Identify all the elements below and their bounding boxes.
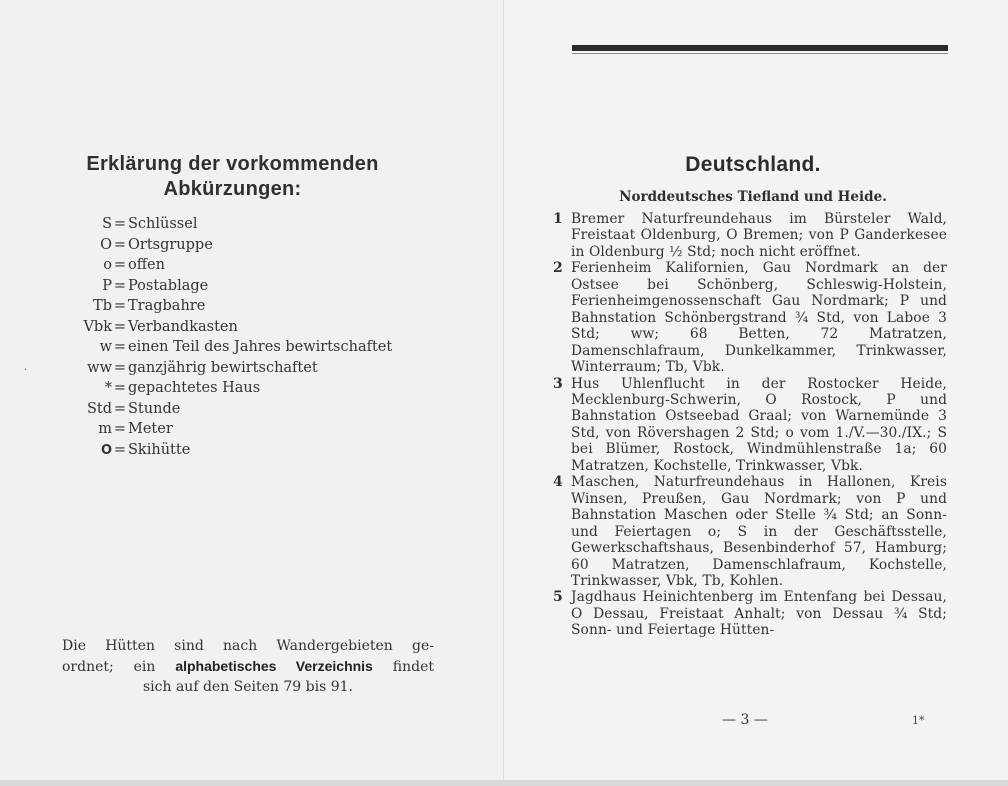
hut-entry [553,474,947,589]
hut-entry [553,260,947,375]
abbreviation-value: Postablage [128,277,209,294]
abbreviation-row [40,255,392,276]
equals-sign: = [113,257,127,273]
abbreviation-value: offen [128,257,165,273]
abbreviations-title [60,152,405,202]
abbreviation-row [40,337,392,358]
entry-text: Maschen, Naturfreundehaus in Hallonen, Kreis Winsen, Preußen, Gau Nordmark; von P und Bahnstation Maschen oder Stelle ¾ Std; an Sonn- und Feiertagen o; S in der Geschäftsstelle, Gewerkschaftshaus, Besenbinderhof 57, Hamburg; 60 Matratzen, Damenschlafraum, Kochstelle, Trinkwasser, Vbk, Tb, Kohlen. [571,474,947,589]
equals-sign: = [113,400,127,417]
hut-entry [553,589,947,638]
abbreviation-key: Vbk [83,318,112,335]
abbreviation-key: * [104,380,112,396]
hut-entry [553,376,947,475]
abbreviation-key: w [99,339,112,355]
abbreviation-key: Tb [93,298,112,314]
abbreviation-value: Ortsgruppe [128,236,213,253]
entry-number: 1 [553,211,563,227]
equals-sign: = [113,298,127,314]
entry-text: Bremer Naturfreundehaus im Bürsteler Wald, Freistaat Oldenburg, O Bremen; von P Ganderkesee in Oldenburg ½ Std; noch nicht eröffnet. [571,211,947,260]
entry-number: 3 [553,375,563,392]
equals-sign: = [113,421,127,437]
abbreviation-key: ww [87,359,112,376]
abbreviation-key: o [103,257,112,273]
abbreviation-row [40,214,392,235]
abbreviation-value: Meter [128,421,173,437]
equals-sign: = [113,236,127,253]
ski-hut-icon: O [100,442,112,458]
abbreviations-list [40,214,392,460]
hut-entry [553,211,947,260]
top-rule-thin [572,53,948,54]
equals-sign: = [113,441,127,458]
section-subtitle: Norddeutsches Tiefland und Heide. [619,189,887,205]
page-title: Deutschland. [685,153,821,176]
abbreviation-row [40,276,392,297]
abbreviation-value: Schlüssel [128,216,198,232]
bottom-edge [0,780,1008,786]
page-fold [503,0,504,786]
abbreviation-row [40,399,392,420]
abbreviation-key: Std [86,400,112,417]
equals-sign: = [113,216,127,232]
abbreviation-value: Verbandkasten [128,318,238,335]
entry-number: 5 [553,589,563,606]
abbreviation-value: gepachtetes Haus [128,380,261,396]
equals-sign: = [113,318,127,335]
abbreviation-row [40,296,392,317]
entry-number: 2 [553,260,563,277]
equals-sign: = [113,277,127,294]
note-line: Die Hütten sind nach Wandergebieten ge- [62,638,434,654]
equals-sign: = [113,359,127,376]
hut-list [553,211,947,639]
index-reference: alphabetisches Verzeichnis [175,658,373,674]
abbreviations-title-line2: Abkürzungen: [163,178,302,200]
page-number: — 3 — [722,712,768,728]
abbreviation-value: einen Teil des Jahres bewirtschaftet [128,339,393,355]
abbreviation-key: m [98,421,112,437]
note-text: findet [392,659,434,675]
entry-text: Hus Uhlenflucht in der Rostocker Heide, Mecklenburg-Schwerin, O Rostock, P und Bahnstation Ostseebad Graal; von Warnemünde 3 Std, von Rövershagen 2 Std; o vom 1./V.—30./IX.; S bei Blümer, Rostock, Windmühlenstraße 1a; 60 Matratzen, Kochstelle, Trinkwasser, Vbk. [571,375,947,474]
abbreviation-row [40,378,392,399]
abbreviation-row [40,317,392,338]
entry-text: Jagdhaus Heinichtenberg im Entenfang bei Dessau, O Dessau, Freistaat Anhalt; von Dessau ¾ Std; Sonn- und Feiertage Hütten- [571,589,947,639]
equals-sign: = [113,339,127,355]
abbreviation-value: Tragbahre [128,298,206,314]
note-text: ordnet; ein [62,659,156,675]
entry-number: 4 [553,474,563,491]
note-line: sich auf den Seiten 79 bis 91. [142,679,353,695]
abbreviation-key: P [102,277,112,294]
note-line [62,656,434,677]
abbreviation-row [40,440,392,461]
abbreviation-key: S [102,216,112,232]
abbreviation-row [40,235,392,256]
abbreviation-row [40,419,392,440]
stray-mark: · [24,365,28,376]
abbreviation-key: O [100,236,112,253]
abbreviation-value: Stunde [128,400,181,417]
abbreviation-value: ganzjährig bewirtschaftet [128,359,318,376]
equals-sign: = [113,380,127,396]
index-note [62,636,434,697]
abbreviation-row [40,358,392,379]
abbreviations-title-line1: Erklärung der vorkommenden [86,153,379,175]
signature-mark: 1* [912,714,925,727]
abbreviation-value: Skihütte [128,441,191,458]
top-rule [572,45,948,51]
entry-text: Ferienheim Kalifornien, Gau Nordmark an der Ostsee bei Schönberg, Schleswig-Holstein, Ferienheimgenossenschaft Gau Nordmark; P und Bahnstation Schönbergstrand ¾ Std, von Laboe 3 Std; ww; 68 Betten, 72 Matratzen, Damenschlafraum, Dunkelkammer, Trinkwasser, Winterraum; Tb, Vbk. [571,260,947,376]
